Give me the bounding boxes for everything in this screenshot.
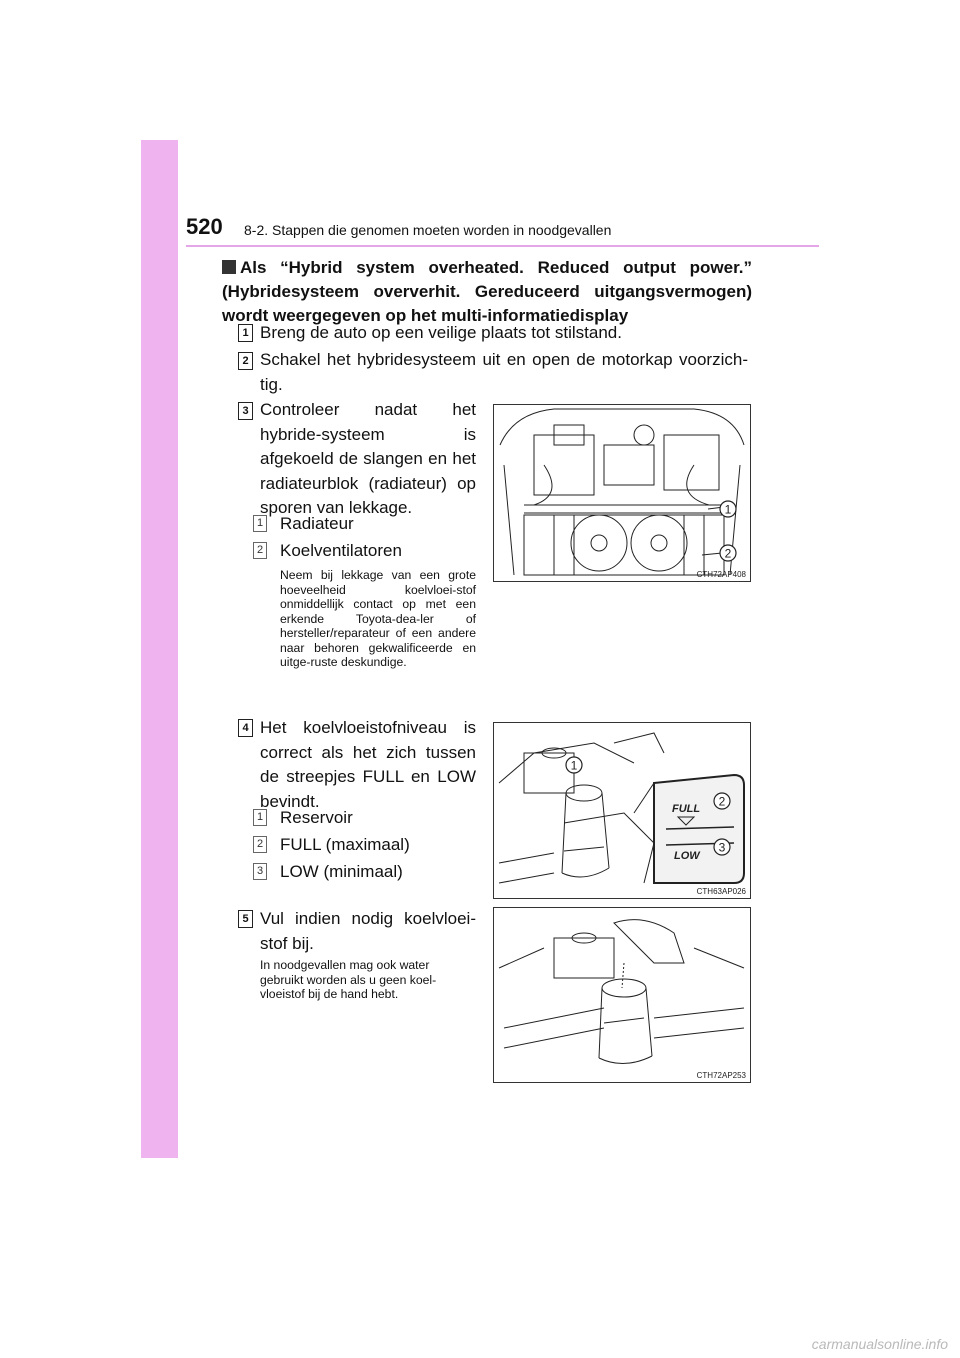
step-number-3: 3 <box>238 402 253 420</box>
item-label: FULL (maximaal) <box>280 835 410 854</box>
coolant-refill-figure <box>493 907 751 1083</box>
chapter-sidebar <box>141 140 178 1158</box>
step-3-note: Neem bij lekkage van een grote hoeveelheid koelvloei-stof onmiddellijk contact op met een erkende Toyota-dea-ler of hersteller/reparateur of een andere naar behoren gekwalificeerde en uitge-ruste deskundige. <box>280 568 476 669</box>
step-3-text: Controleer nadat het hybride-systeem is afgekoeld de slangen en het radiateurblok (radiateur) op sporen van lekkage. <box>260 400 476 517</box>
figure-code: CTH72AP253 <box>696 1071 746 1080</box>
callout-1: 1 <box>570 758 578 773</box>
callout-1: 1 <box>724 502 732 517</box>
step-5-note: In noodgevallen mag ook water gebruikt worden als u geen koel-vloeistof bij de hand hebt. <box>260 958 437 1001</box>
item-label: LOW (minimaal) <box>280 862 403 881</box>
low-mark-label: LOW <box>674 850 700 862</box>
callout-2: 2 <box>724 546 732 561</box>
step-number-1: 1 <box>238 324 253 342</box>
figure-code: CTH63AP026 <box>696 887 746 896</box>
item-number: 2 <box>253 542 267 559</box>
page-number: 520 <box>186 214 223 239</box>
watermark: carmanualsonline.info <box>811 1336 948 1352</box>
header-divider <box>186 245 819 247</box>
step-number-2: 2 <box>238 352 253 370</box>
item-number: 3 <box>253 863 267 880</box>
refill-illustration <box>494 908 750 1082</box>
step-number-5: 5 <box>238 910 253 928</box>
item-label: Radiateur <box>280 514 354 533</box>
step-number-4: 4 <box>238 719 253 737</box>
item-number: 1 <box>253 809 267 826</box>
full-mark-label: FULL <box>672 803 701 815</box>
figure-code: CTH72AP408 <box>696 570 746 579</box>
callout-3: 3 <box>718 840 726 855</box>
section-heading <box>222 256 752 328</box>
section-title: 8-2. Stappen die genomen moeten worden in noodgevallen <box>244 222 612 238</box>
item-label: Koelventilatoren <box>280 541 402 560</box>
step-1-text: Breng de auto op een veilige plaats tot stilstand. <box>260 323 622 342</box>
square-bullet-icon <box>222 260 236 274</box>
coolant-reservoir-figure <box>493 722 751 899</box>
step-5-text: Vul indien nodig koelvloei-stof bij. <box>260 909 476 953</box>
reservoir-illustration <box>494 723 750 898</box>
step-2-text: Schakel het hybridesysteem uit en open de motorkap voorzich-tig. <box>260 350 748 394</box>
item-label: Reservoir <box>280 808 353 827</box>
item-number: 2 <box>253 836 267 853</box>
callout-2: 2 <box>718 794 726 809</box>
item-number: 1 <box>253 515 267 532</box>
step-4-text: Het koelvloeistofniveau is correct als het zich tussen de streepjes FULL en LOW bevindt. <box>260 718 476 811</box>
engine-bay-illustration <box>494 405 750 581</box>
engine-bay-figure <box>493 404 751 582</box>
heading-text: Als “Hybrid system overheated. Reduced output power.” (Hybridesysteem oververhit. Gereduceerd uitgangsvermogen) wordt weergegeven op het multi-informatiedisplay <box>222 258 752 325</box>
